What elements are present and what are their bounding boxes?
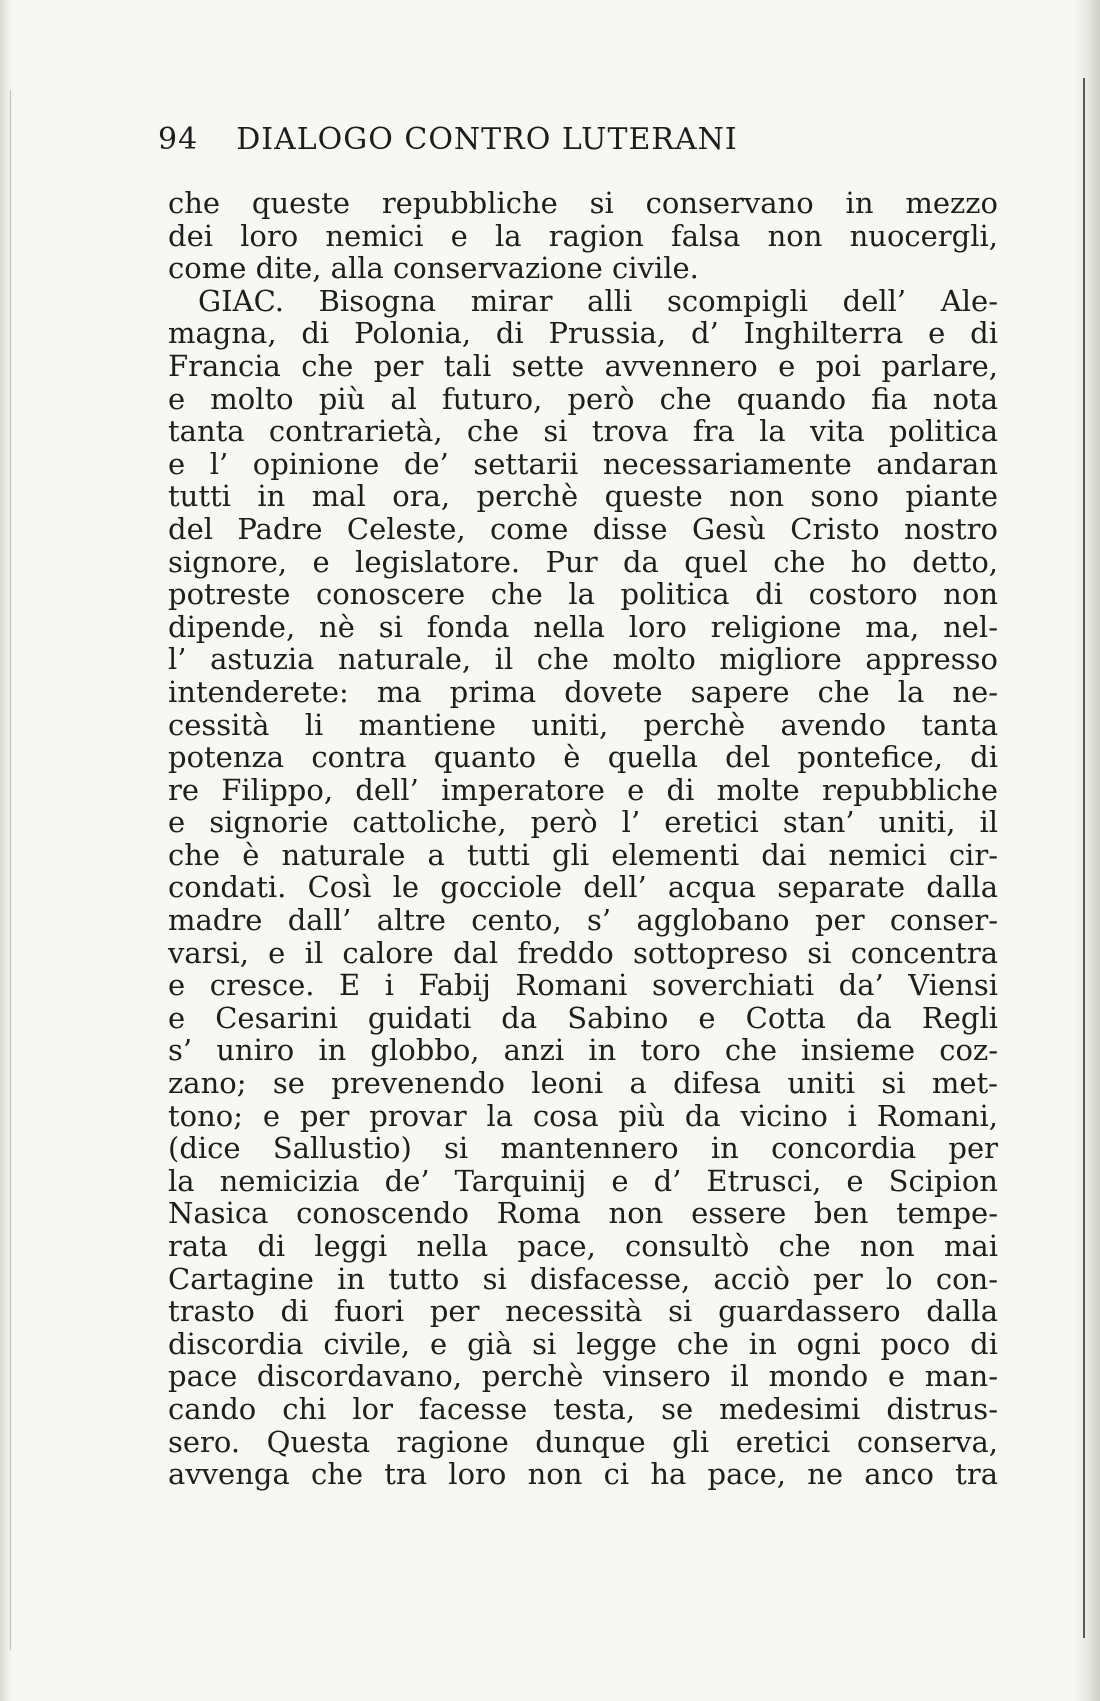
text-line: varsi, e il calore dal freddo sottopreso si concentra <box>168 935 998 970</box>
text-line: cessità li mantiene uniti, perchè avendo tanta <box>168 707 998 742</box>
text-line: GIAC. Bisogna mirar alli scompigli dell’ Ale- <box>198 283 998 318</box>
text-line: intenderete: ma prima dovete sapere che la ne- <box>168 674 998 709</box>
text-line: come dite, alla conservazione civile. <box>168 251 699 286</box>
text-line: pace discordavano, perchè vinsero il mondo e man- <box>168 1359 998 1394</box>
text-line: potreste conoscere che la politica di costoro non <box>168 577 998 612</box>
text-line: magna, di Polonia, di Prussia, d’ Inghilterra e di <box>168 316 998 351</box>
body-text <box>168 187 998 1491</box>
text-line: signore, e legislatore. Pur da quel che ho detto, <box>168 544 998 579</box>
text-line: cando chi lor facesse testa, se medesimi distrus- <box>168 1391 998 1426</box>
text-line: re Filippo, dell’ imperatore e di molte repubbliche <box>168 772 998 807</box>
text-line: sero. Questa ragione dunque gli eretici conserva, <box>168 1424 998 1459</box>
running-header <box>158 122 738 157</box>
text-line: madre dall’ altre cento, s’ agglobano per conser- <box>168 903 998 938</box>
text-line: dei loro nemici e la ragion falsa non nuocergli, <box>168 218 998 253</box>
text-line: tono; e per provar la cosa più da vicino i Romani, <box>168 1098 998 1133</box>
text-line: e l’ opinione de’ settarii necessariamente andaran <box>168 446 998 481</box>
text-line: zano; se prevenendo leoni a difesa uniti si met- <box>168 1066 998 1101</box>
text-line: la nemicizia de’ Tarquinij e d’ Etrusci, e Scipion <box>168 1163 998 1198</box>
text-line: (dice Sallustio) si mantennero in concordia per <box>168 1131 998 1166</box>
text-line: l’ astuzia naturale, il che molto migliore appresso <box>168 642 998 677</box>
text-line: trasto di fuori per necessità si guardassero dalla <box>168 1294 998 1329</box>
text-line: s’ uniro in globbo, anzi in toro che insieme coz- <box>168 1033 998 1068</box>
page-number: 94 <box>158 122 199 157</box>
text-line: discordia civile, e già si legge che in ogni poco di <box>168 1326 998 1361</box>
text-line: e Cesarini guidati da Sabino e Cotta da Regli <box>168 1000 998 1035</box>
page-edge-right <box>1083 78 1085 1638</box>
text-line: tanta contrarietà, che si trova fra la vita politica <box>168 414 998 449</box>
running-title: DIALOGO CONTRO LUTERANI <box>236 122 738 157</box>
text-line: e molto più al futuro, però che quando fia nota <box>168 381 998 416</box>
text-line: che è naturale a tutti gli elementi dai nemici cir- <box>168 837 998 872</box>
text-line: avvenga che tra loro non ci ha pace, ne anco tra <box>168 1457 998 1492</box>
text-line: che queste repubbliche si conservano in mezzo <box>168 186 998 220</box>
scan-shadow-left <box>0 0 14 1701</box>
text-line: tutti in mal ora, perchè queste non sono piante <box>168 479 998 514</box>
text-line: condati. Così le gocciole dell’ acqua separate dalla <box>168 870 998 905</box>
page-edge-left <box>10 90 11 1650</box>
text-line: e cresce. E i Fabij Romani soverchiati da’ Viensi <box>168 968 998 1003</box>
text-line: potenza contra quanto è quella del pontefice, di <box>168 740 998 775</box>
text-line: rata di leggi nella pace, consultò che non mai <box>168 1229 998 1263</box>
text-line: dipende, nè si fonda nella loro religione ma, nel- <box>168 609 998 644</box>
scan-shadow-right <box>1074 0 1100 1701</box>
text-line: e signorie cattoliche, però l’ eretici stan’ uniti, il <box>168 805 998 840</box>
text-line: Cartagine in tutto si disfacesse, acciò per lo con- <box>168 1261 998 1296</box>
text-line: del Padre Celeste, come disse Gesù Cristo nostro <box>168 511 998 546</box>
text-line: Francia che per tali sette avvennero e poi parlare, <box>168 348 998 383</box>
text-line: Nasica conoscendo Roma non essere ben tempe- <box>168 1196 998 1231</box>
